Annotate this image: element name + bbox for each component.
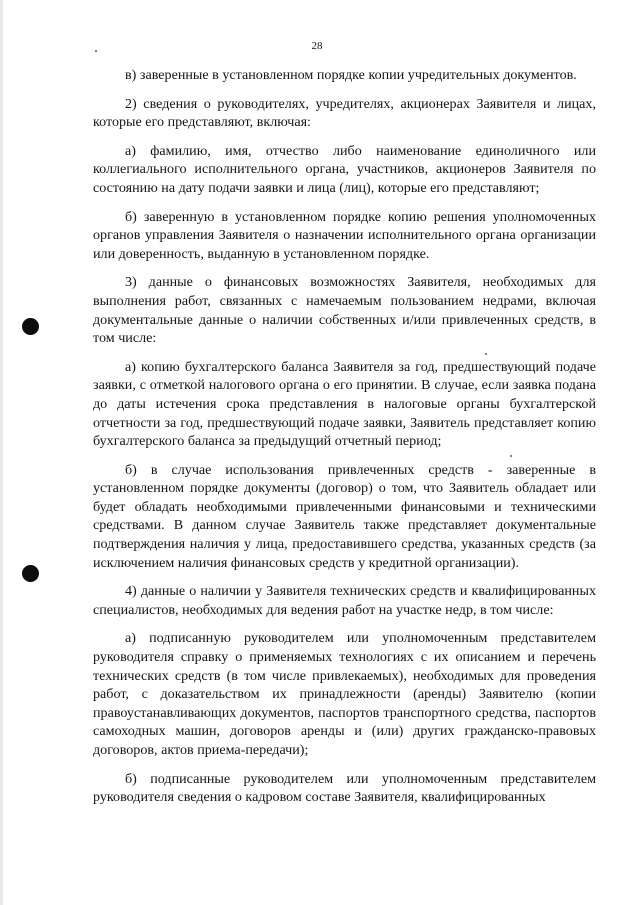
paragraph-appointment-decision: б) заверенную в установленном порядке копию решения уполномоченных органов управления Заявителя о назначении исполнительного органа организации или доверенность, выданную в установленном порядке. xyxy=(93,208,596,262)
paragraph-founding-documents: в) заверенные в установленном порядке копии учредительных документов. xyxy=(125,67,577,83)
scan-speck xyxy=(95,50,97,52)
scan-edge xyxy=(0,0,3,905)
paragraph-financial-capabilities: 3) данные о финансовых возможностях Заявителя, необходимых для выполнения работ, связанных с намечаемым пользованием недрами, включая документальные данные о наличии собственных и/или привлеченных средств, в том числе: xyxy=(93,274,596,347)
paragraph-balance-sheet: а) копию бухгалтерского баланса Заявителя за год, предшествующий подаче заявки, с отметкой налогового органа о его принятии. В случае, если заявка подана до даты истечения срока представления в налоговые органы бухгалтерской отчетности за год, предшествующий подаче заявки, Заявитель представляет копию бухгалтерского баланса за предыдущий отчетный период; xyxy=(93,358,596,450)
paragraph-technologies-certificate: а) подписанную руководителем или уполномоченным представителем руководителя справку о применяемых технологиях с их описанием и перечень технических средств (в том числе привлекаемых), необходимых для проведения работ, с доказательством их принадлежности (аренды) Заявителю (копии правоустанавливающих документов, паспортов транспортного средства, паспортов самоходных машин, договоров аренды и (или) других гражданско-правовых договоров, актов приема-передачи); xyxy=(93,630,596,758)
scan-speck xyxy=(510,455,512,457)
punch-hole xyxy=(22,565,39,582)
page-number: 28 xyxy=(311,40,323,52)
paragraph-technical-means: 4) данные о наличии у Заявителя технических средств и квалифицированных специалистов, необходимых для ведения работ на участке недр, в том числе: xyxy=(93,583,596,618)
paragraph-staff-info: б) подписанные руководителем или уполномоченным представителем руководителя сведения о кадровом составе Заявителя, квалифицированных xyxy=(93,770,596,806)
paragraph-borrowed-funds: б) в случае использования привлеченных средств - заверенные в установленном порядке документы (договор) о том, что Заявитель обладает или будет обладать необходимыми привлеченными финансовыми и техническими средствами. В данном случае Заявитель также представляет документальные подтверждения наличия у лица, предоставившего средства, указанных средств (за исключением наличия финансовых средств у кредитной организации). xyxy=(93,461,596,571)
punch-hole xyxy=(22,318,39,335)
scan-speck xyxy=(485,353,487,355)
document-body xyxy=(93,66,596,817)
paragraph-managers-info: 2) сведения о руководителях, учредителях, акционерах Заявителя и лицах, которые его представляют, включая: xyxy=(93,95,596,131)
paragraph-names: а) фамилию, имя, отчество либо наименование единоличного или коллегиального исполнительного органа, участников, акционеров Заявителя по состоянию на дату подачи заявки и лица (лиц), которые его представляют; xyxy=(93,142,596,196)
